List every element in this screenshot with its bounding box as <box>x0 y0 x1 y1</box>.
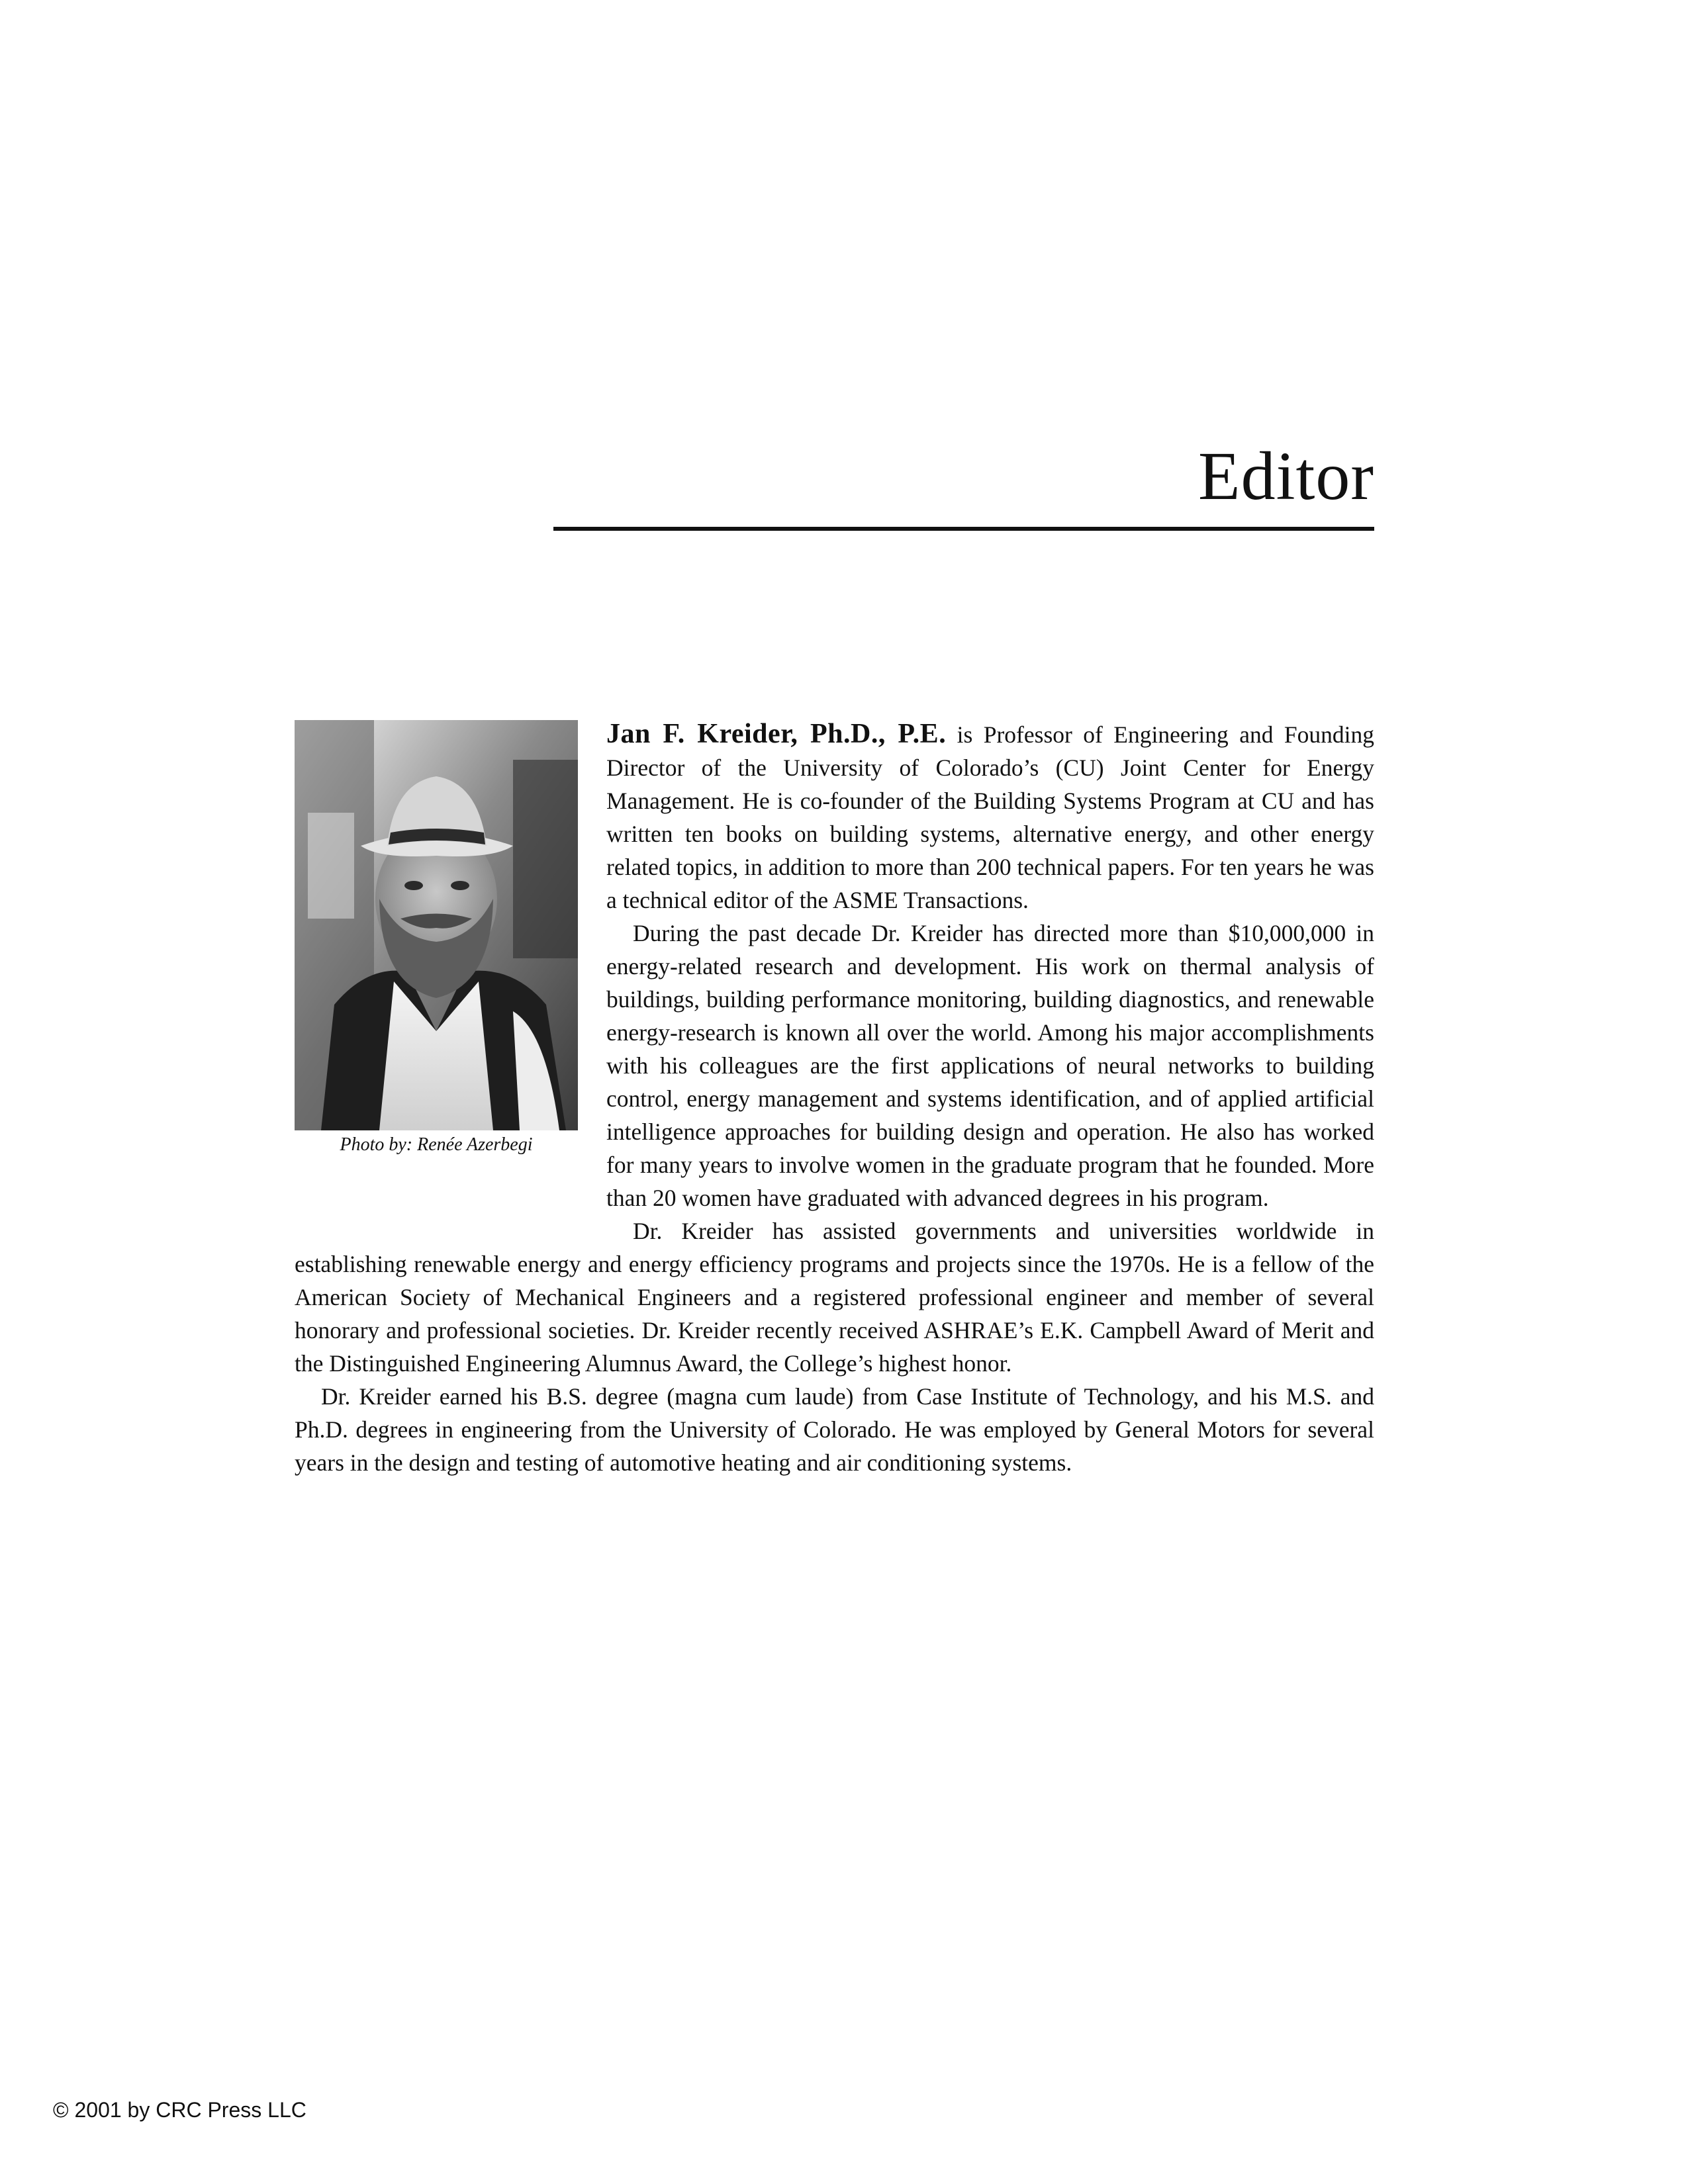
editor-name: Jan F. Kreider, Ph.D., P.E. <box>606 719 947 749</box>
photo-credit: Photo by: Renée Azerbegi <box>340 1134 533 1155</box>
bio-paragraph-4: Dr. Kreider earned his B.S. degree (magna cum laude) from Case Institute of Technology, and his M.S. and Ph.D. degrees in engineering from the University of Colorado. He was employed by General Motors for several years in the design and testing of automotive heating and air conditioning systems. <box>295 1383 1374 1476</box>
bio-intro-text: is Professor of Engineering and Founding Director of the University of Colorado’s (CU) Joint Center for Energy Management. He is co-founder of the Building Systems Program at CU and has written ten books on building systems, alternative energy, and other energy related topics, in addition to more than 200 technical papers. For ten years he was a technical editor of the ASME Transactions. <box>606 721 1374 913</box>
photo-spacer <box>295 717 578 1218</box>
editor-biography <box>295 717 1374 1479</box>
bio-paragraph-3: Dr. Kreider has assisted governments and universities worldwide in establishing renewable energy and energy efficiency programs and projects since the 1970s. He is a fellow of the American Society of Mechanical Engineers and a registered professional engineer and member of several honorary and professional societies. Dr. Kreider recently received ASHRAE’s E.K. Campbell Award of Merit and the Distinguished Engineering Alumnus Award, the College’s highest honor. <box>295 1218 1374 1377</box>
bio-paragraph-2: During the past decade Dr. Kreider has directed more than $10,000,000 in energy-related research and development. His work on thermal analysis of buildings, building performance monitoring, building diagnostics, and renewable energy-research is known all over the world. Among his major accomplishments with his colleagues are the first applications of neural networks to building control, energy management and systems identification, and of applied artificial intelligence approaches for building design and operation. He also has worked for many years to involve women in the graduate program that he founded. More than 20 women have graduated with advanced degrees in his program. <box>606 920 1374 1211</box>
title-rule <box>553 527 1374 531</box>
page-title: Editor <box>1198 438 1374 514</box>
copyright-notice: © 2001 by CRC Press LLC <box>53 2098 306 2122</box>
